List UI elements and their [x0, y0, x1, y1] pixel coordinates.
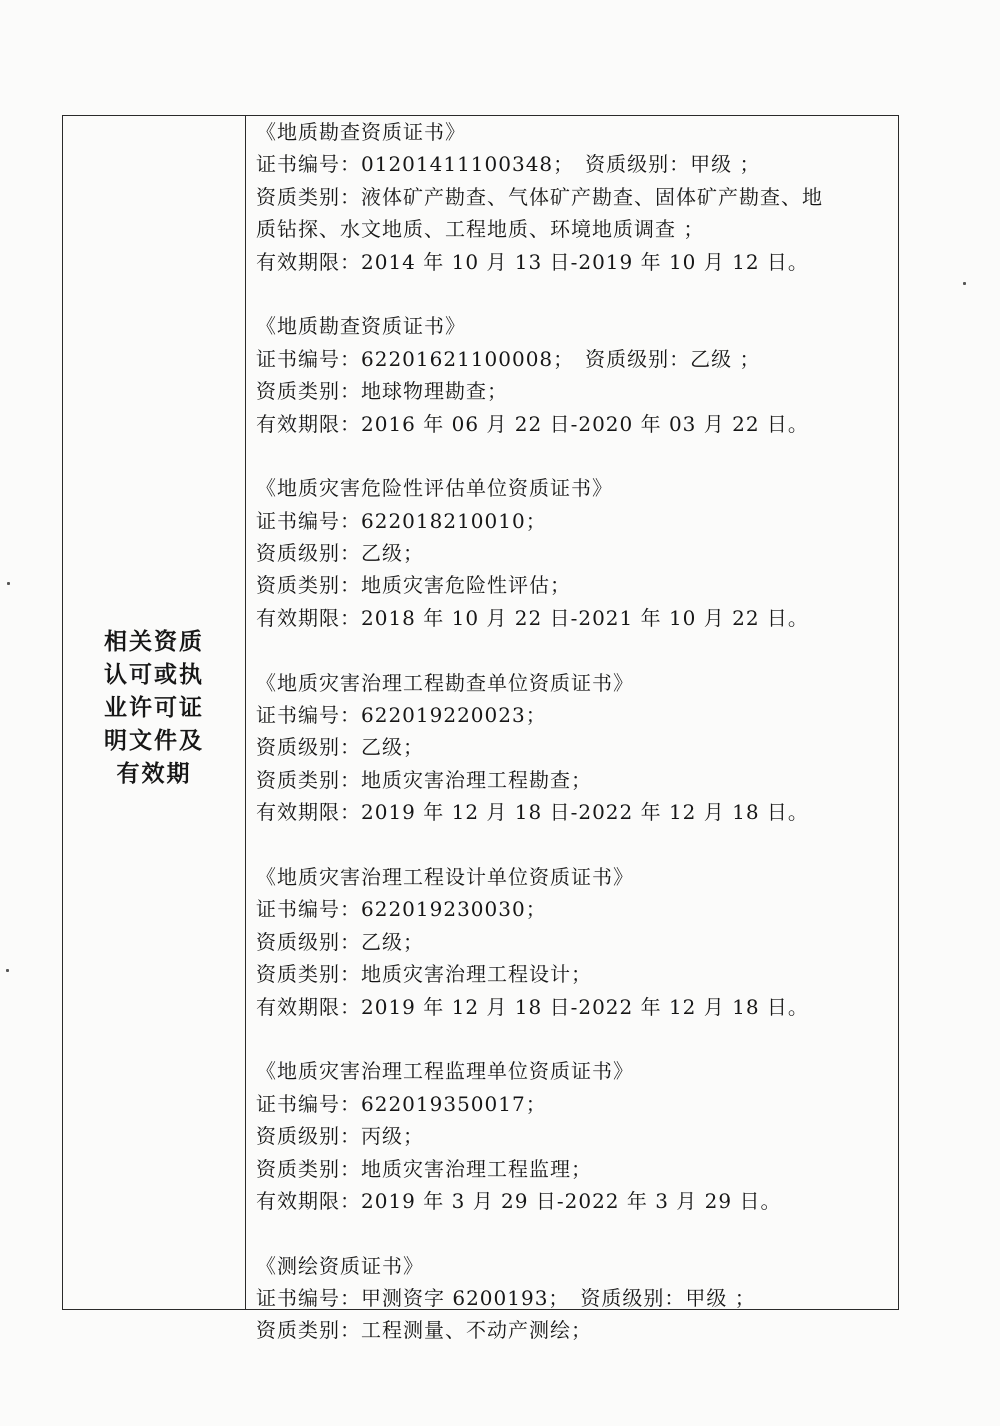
certificate-detail-line: 证书编号：01201411100348； 资质级别：甲级 ； [256, 152, 761, 177]
certificate-detail-line: 证书编号：62201621100008； 资质级别：乙级 ； [256, 346, 761, 371]
certificate-title: 《地质灾害治理工程勘查单位资质证书》 [256, 670, 634, 695]
certificate-detail-line: 有效期限：2016 年 06 月 22 日-2020 年 03 月 22 日。 [256, 411, 809, 436]
row-label-line: 认可或执 [104, 662, 204, 688]
certificate-list [256, 116, 890, 1347]
certificate-detail-line: 资质类别：工程测量、不动产测绘； [256, 1318, 592, 1343]
certificate-block [256, 310, 890, 440]
certificate-detail-line: 资质级别：乙级； [256, 735, 424, 760]
column-divider [245, 116, 246, 1309]
scan-speck [6, 969, 9, 972]
certificate-detail-line: 有效期限：2014 年 10 月 13 日-2019 年 10 月 12 日。 [256, 249, 809, 274]
scan-speck [963, 282, 966, 285]
certificate-block [256, 667, 890, 829]
certificate-detail-line: 证书编号：622019220023； [256, 703, 547, 728]
row-label-cell [63, 626, 245, 791]
certificate-detail-line: 资质类别：地质灾害治理工程勘查； [256, 767, 592, 792]
certificate-detail-line: 证书编号：622019350017； [256, 1091, 547, 1116]
row-label-line: 有效期 [116, 761, 192, 787]
block-spacer [256, 829, 890, 861]
certificate-detail-line: 质钻探、水文地质、工程地质、环境地质调查 ； [256, 217, 705, 242]
row-label-line: 相关资质 [104, 629, 204, 655]
certificate-detail-line: 有效期限：2019 年 12 月 18 日-2022 年 12 月 18 日。 [256, 800, 809, 825]
certificate-detail-line: 资质类别：地质灾害危险性评估； [256, 573, 571, 598]
block-spacer [256, 440, 890, 472]
certificate-block [256, 1250, 890, 1347]
certificate-detail-line: 资质类别：地质灾害治理工程监理； [256, 1156, 592, 1181]
certificate-detail-line: 有效期限：2019 年 12 月 18 日-2022 年 12 月 18 日。 [256, 994, 809, 1019]
certificate-detail-line: 证书编号：622019230030； [256, 897, 547, 922]
certificate-detail-line: 有效期限：2018 年 10 月 22 日-2021 年 10 月 22 日。 [256, 605, 809, 630]
block-spacer [256, 278, 890, 310]
certificate-detail-line: 资质级别：乙级； [256, 929, 424, 954]
certificate-detail-line: 资质级别：乙级； [256, 541, 424, 566]
block-spacer [256, 634, 890, 666]
certificate-detail-line: 有效期限：2019 年 3 月 29 日-2022 年 3 月 29 日。 [256, 1188, 782, 1213]
certificate-detail-line: 资质级别：丙级； [256, 1124, 424, 1149]
block-spacer [256, 1023, 890, 1055]
certificate-title: 《地质灾害治理工程设计单位资质证书》 [256, 864, 634, 889]
certificate-block [256, 861, 890, 1023]
certificate-title: 《测绘资质证书》 [256, 1253, 424, 1278]
certificate-detail-line: 证书编号：甲测资字 6200193； 资质级别：甲级 ； [256, 1286, 756, 1311]
certificate-detail-line: 资质类别：液体矿产勘查、气体矿产勘查、固体矿产勘查、地 [256, 184, 823, 209]
certificate-title: 《地质勘查资质证书》 [256, 314, 466, 339]
certificate-detail-line: 资质类别：地球物理勘查； [256, 379, 508, 404]
certificate-detail-line: 资质类别：地质灾害治理工程设计； [256, 962, 592, 987]
scan-speck [7, 582, 10, 585]
qualification-table [62, 115, 899, 1343]
certificate-detail-line: 证书编号：622018210010； [256, 508, 547, 533]
certificate-title: 《地质灾害危险性评估单位资质证书》 [256, 476, 613, 501]
certificate-block [256, 472, 890, 634]
certificate-title: 《地质勘查资质证书》 [256, 120, 466, 144]
block-spacer [256, 1217, 890, 1249]
row-label-line: 明文件及 [104, 728, 204, 754]
certificate-block [256, 1055, 890, 1217]
row-label-line: 业许可证 [104, 695, 204, 721]
certificate-block [256, 116, 890, 278]
certificate-title: 《地质灾害治理工程监理单位资质证书》 [256, 1059, 634, 1084]
